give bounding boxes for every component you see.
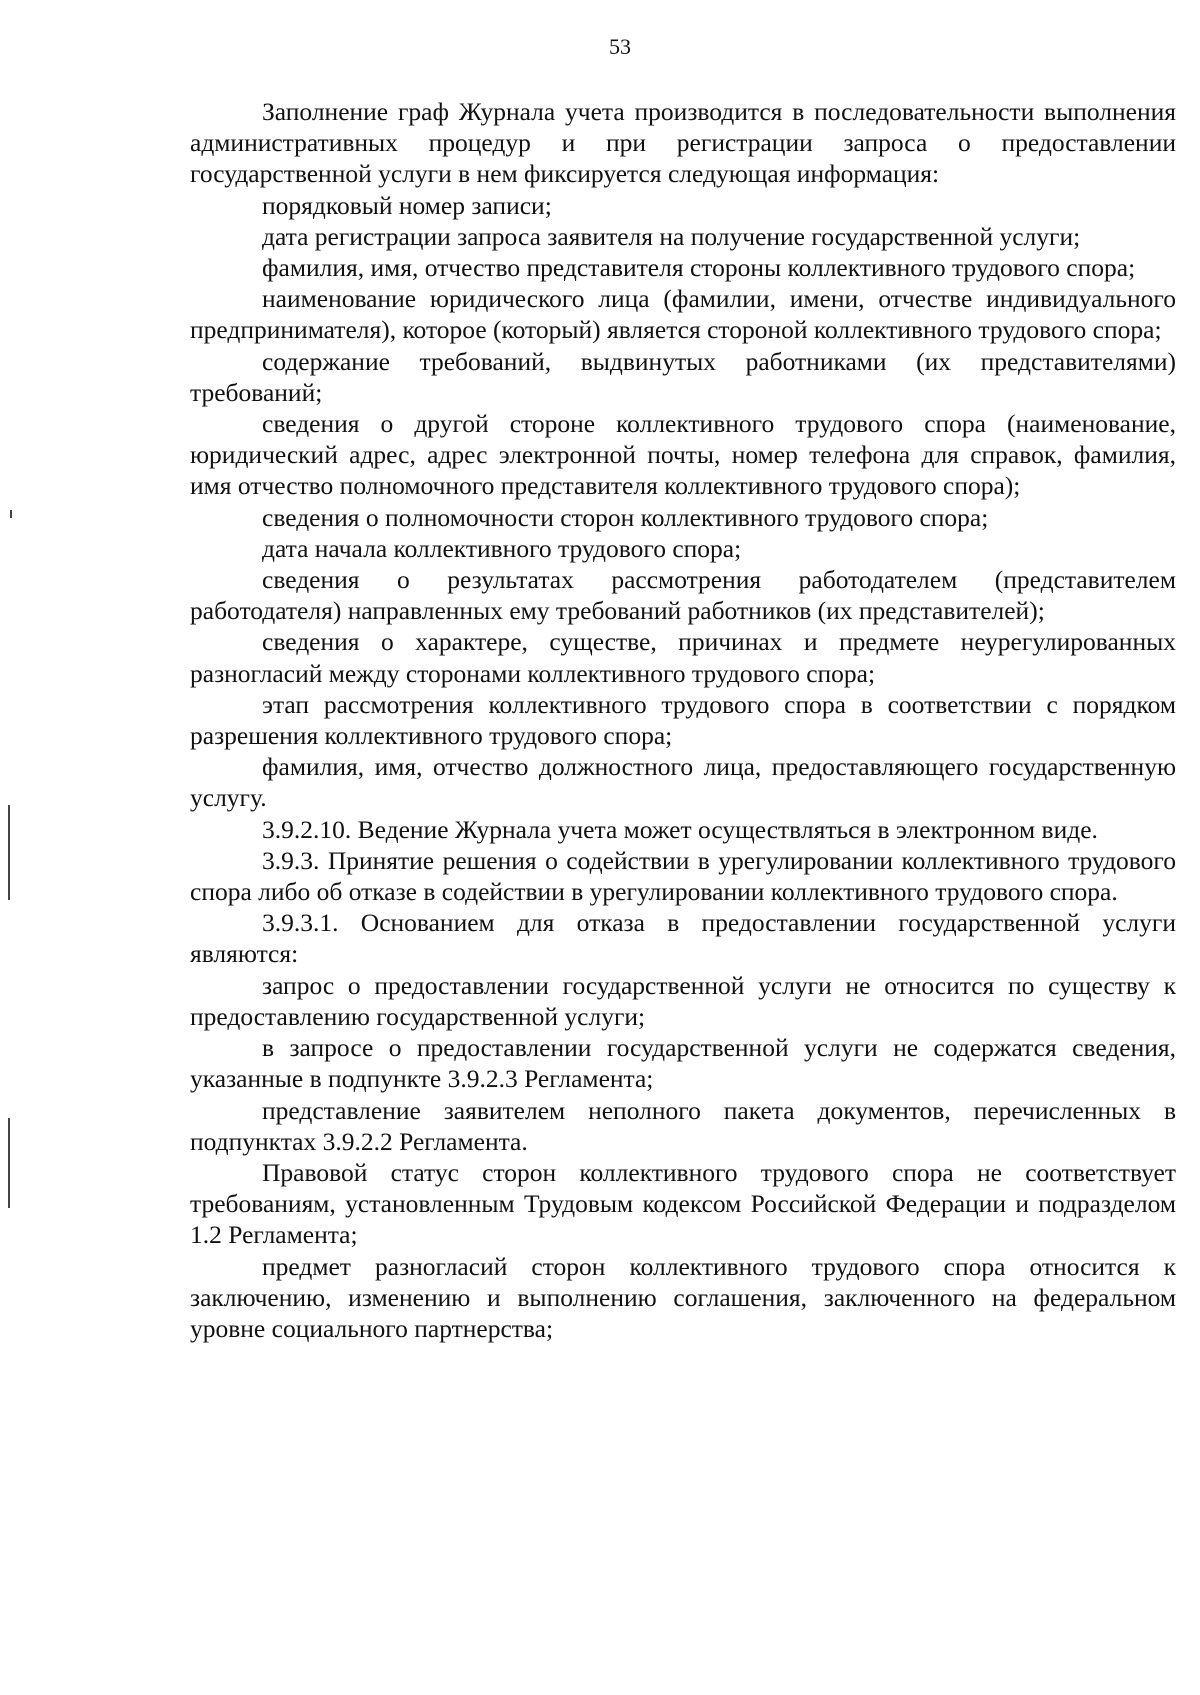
list-item: предмет разногласий сторон коллективного трудового спора относится к заключению, изменению и выполнению соглашения, заключенного на федеральном уровне социального партнерства; — [190, 1251, 1176, 1343]
list-item: фамилия, имя, отчество должностного лица, предоставляющего государственную услугу. — [190, 752, 1176, 813]
scan-artifact-mark — [8, 1118, 10, 1208]
list-item: сведения о характере, существе, причинах и предмете неурегулированных разногласий между сторонами коллективного трудового спора; — [190, 627, 1176, 688]
list-item: сведения о другой стороне коллективного трудового спора (наименование, юридический адрес, адрес электронной почты, номер телефона для справок, фамилия, имя отчество полномочного представителя коллективного трудового спора); — [190, 409, 1176, 501]
list-item: дата регистрации запроса заявителя на получение государственной услуги; — [262, 221, 1081, 251]
paragraph: Заполнение граф Журнала учета производится в последовательности выполнения административных процедур и при регистрации запроса о предоставлении государственной услуги в нем фиксируется следующая информация: — [190, 97, 1176, 189]
document-body — [190, 96, 1176, 1344]
list-item: запрос о предоставлении государственной услуги не относится по существу к предоставлению государственной услуги; — [190, 970, 1176, 1031]
section-clause: 3.9.3.1. Основанием для отказа в предоставлении государственной услуги являются: — [190, 908, 1176, 969]
list-item: фамилия, имя, отчество представителя стороны коллективного трудового спора; — [262, 253, 1136, 283]
list-item: наименование юридического лица (фамилии, имени, отчестве индивидуального предпринимателя), которое (который) является стороной коллективного трудового спора; — [190, 284, 1176, 345]
scan-artifact-mark — [8, 805, 10, 900]
section-clause: 3.9.2.10. Ведение Журнала учета может осуществляться в электронном виде. — [262, 814, 1098, 844]
page-number: 53 — [609, 34, 631, 59]
list-item: Правовой статус сторон коллективного трудового спора не соответствует требованиям, установленным Трудовым кодексом Российской Федерации и подразделом 1.2 Регламента; — [190, 1157, 1176, 1250]
list-item: порядковый номер записи; — [262, 190, 552, 220]
list-item: этап рассмотрения коллективного трудового спора в соответствии с порядком разрешения коллективного трудового спора; — [190, 689, 1176, 751]
list-item: дата начала коллективного трудового спора; — [262, 533, 742, 563]
section-heading: 3.9.3. Принятие решения о содействии в урегулировании коллективного трудового спора либо об отказе в содействии в урегулировании коллективного трудового спора. — [190, 845, 1176, 907]
list-item: в запросе о предоставлении государственной услуги не содержатся сведения, указанные в подпункте 3.9.2.3 Регламента; — [190, 1033, 1176, 1094]
list-item: сведения о результатах рассмотрения работодателем (представителем работодателя) направленных ему требований работников (их представителей); — [190, 565, 1176, 626]
list-item: сведения о полномочности сторон коллективного трудового спора; — [262, 502, 989, 532]
list-item: представление заявителем неполного пакета документов, перечисленных в подпунктах 3.9.2.2 Регламента. — [190, 1095, 1176, 1156]
scan-artifact-mark — [10, 510, 12, 518]
list-item: содержание требований, выдвинутых работниками (их представителями) требований; — [190, 346, 1176, 407]
